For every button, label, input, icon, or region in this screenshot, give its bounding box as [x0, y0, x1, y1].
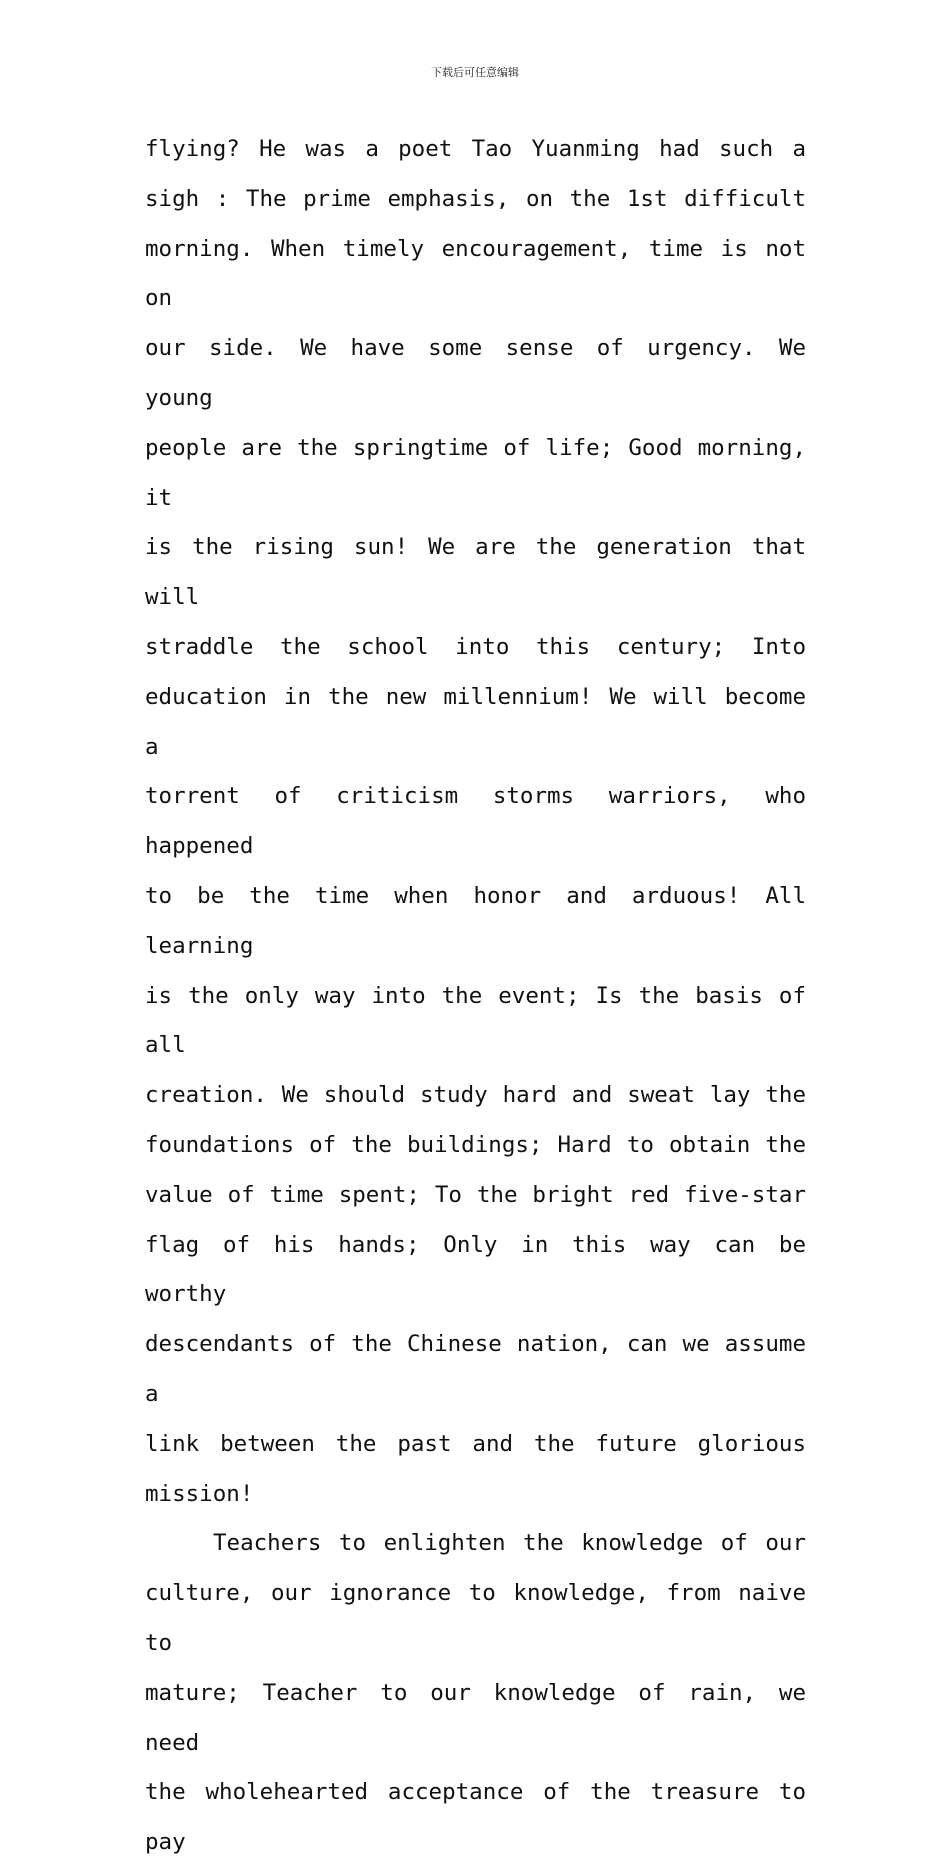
text-line: mission!	[145, 1480, 254, 1507]
text-line: descendants of the Chinese nation, can we assume a	[145, 1331, 806, 1407]
text-line: flag of his hands; Only in this way can be worthy	[145, 1231, 806, 1308]
text-line: creation. We should study hard and sweat lay the	[145, 1082, 806, 1109]
text-line: foundations of the buildings; Hard to obtain the	[145, 1131, 806, 1158]
text-line: is the rising sun! We are the generation that will	[145, 534, 806, 611]
body-text	[145, 125, 806, 1868]
text-line: to be the time when honor and arduous! All learning	[145, 882, 806, 959]
text-line: morning. When timely encouragement, time is not on	[145, 235, 806, 312]
text-line: value of time spent; To the bright red five-star	[145, 1181, 806, 1208]
text-line: torrent of criticism storms warriors, who happened	[145, 783, 806, 860]
text-line: straddle the school into this century; Into	[145, 633, 806, 660]
page-header: 下载后可任意编辑	[431, 66, 519, 79]
text-line: education in the new millennium! We will become a	[145, 683, 806, 760]
text-line: people are the springtime of life; Good morning, it	[145, 434, 806, 511]
text-line: is the only way into the event; Is the basis of all	[145, 982, 806, 1059]
text-line: mature; Teacher to our knowledge of rain, we need	[145, 1679, 806, 1756]
text-line: the wholehearted acceptance of the treasure to pay	[145, 1779, 806, 1856]
text-line: flying? He was a poet Tao Yuanming had such a	[145, 136, 806, 162]
text-line: link between the past and the future glorious	[145, 1430, 806, 1457]
text-line: sigh : The prime emphasis, on the 1st difficult	[145, 185, 806, 212]
paragraph-2	[145, 1519, 806, 1868]
text-line: Teachers to enlighten the knowledge of our	[213, 1530, 806, 1557]
text-line: our side. We have some sense of urgency. We young	[145, 335, 806, 411]
text-line: culture, our ignorance to knowledge, from naive to	[145, 1580, 806, 1656]
paragraph-1	[145, 125, 806, 1519]
